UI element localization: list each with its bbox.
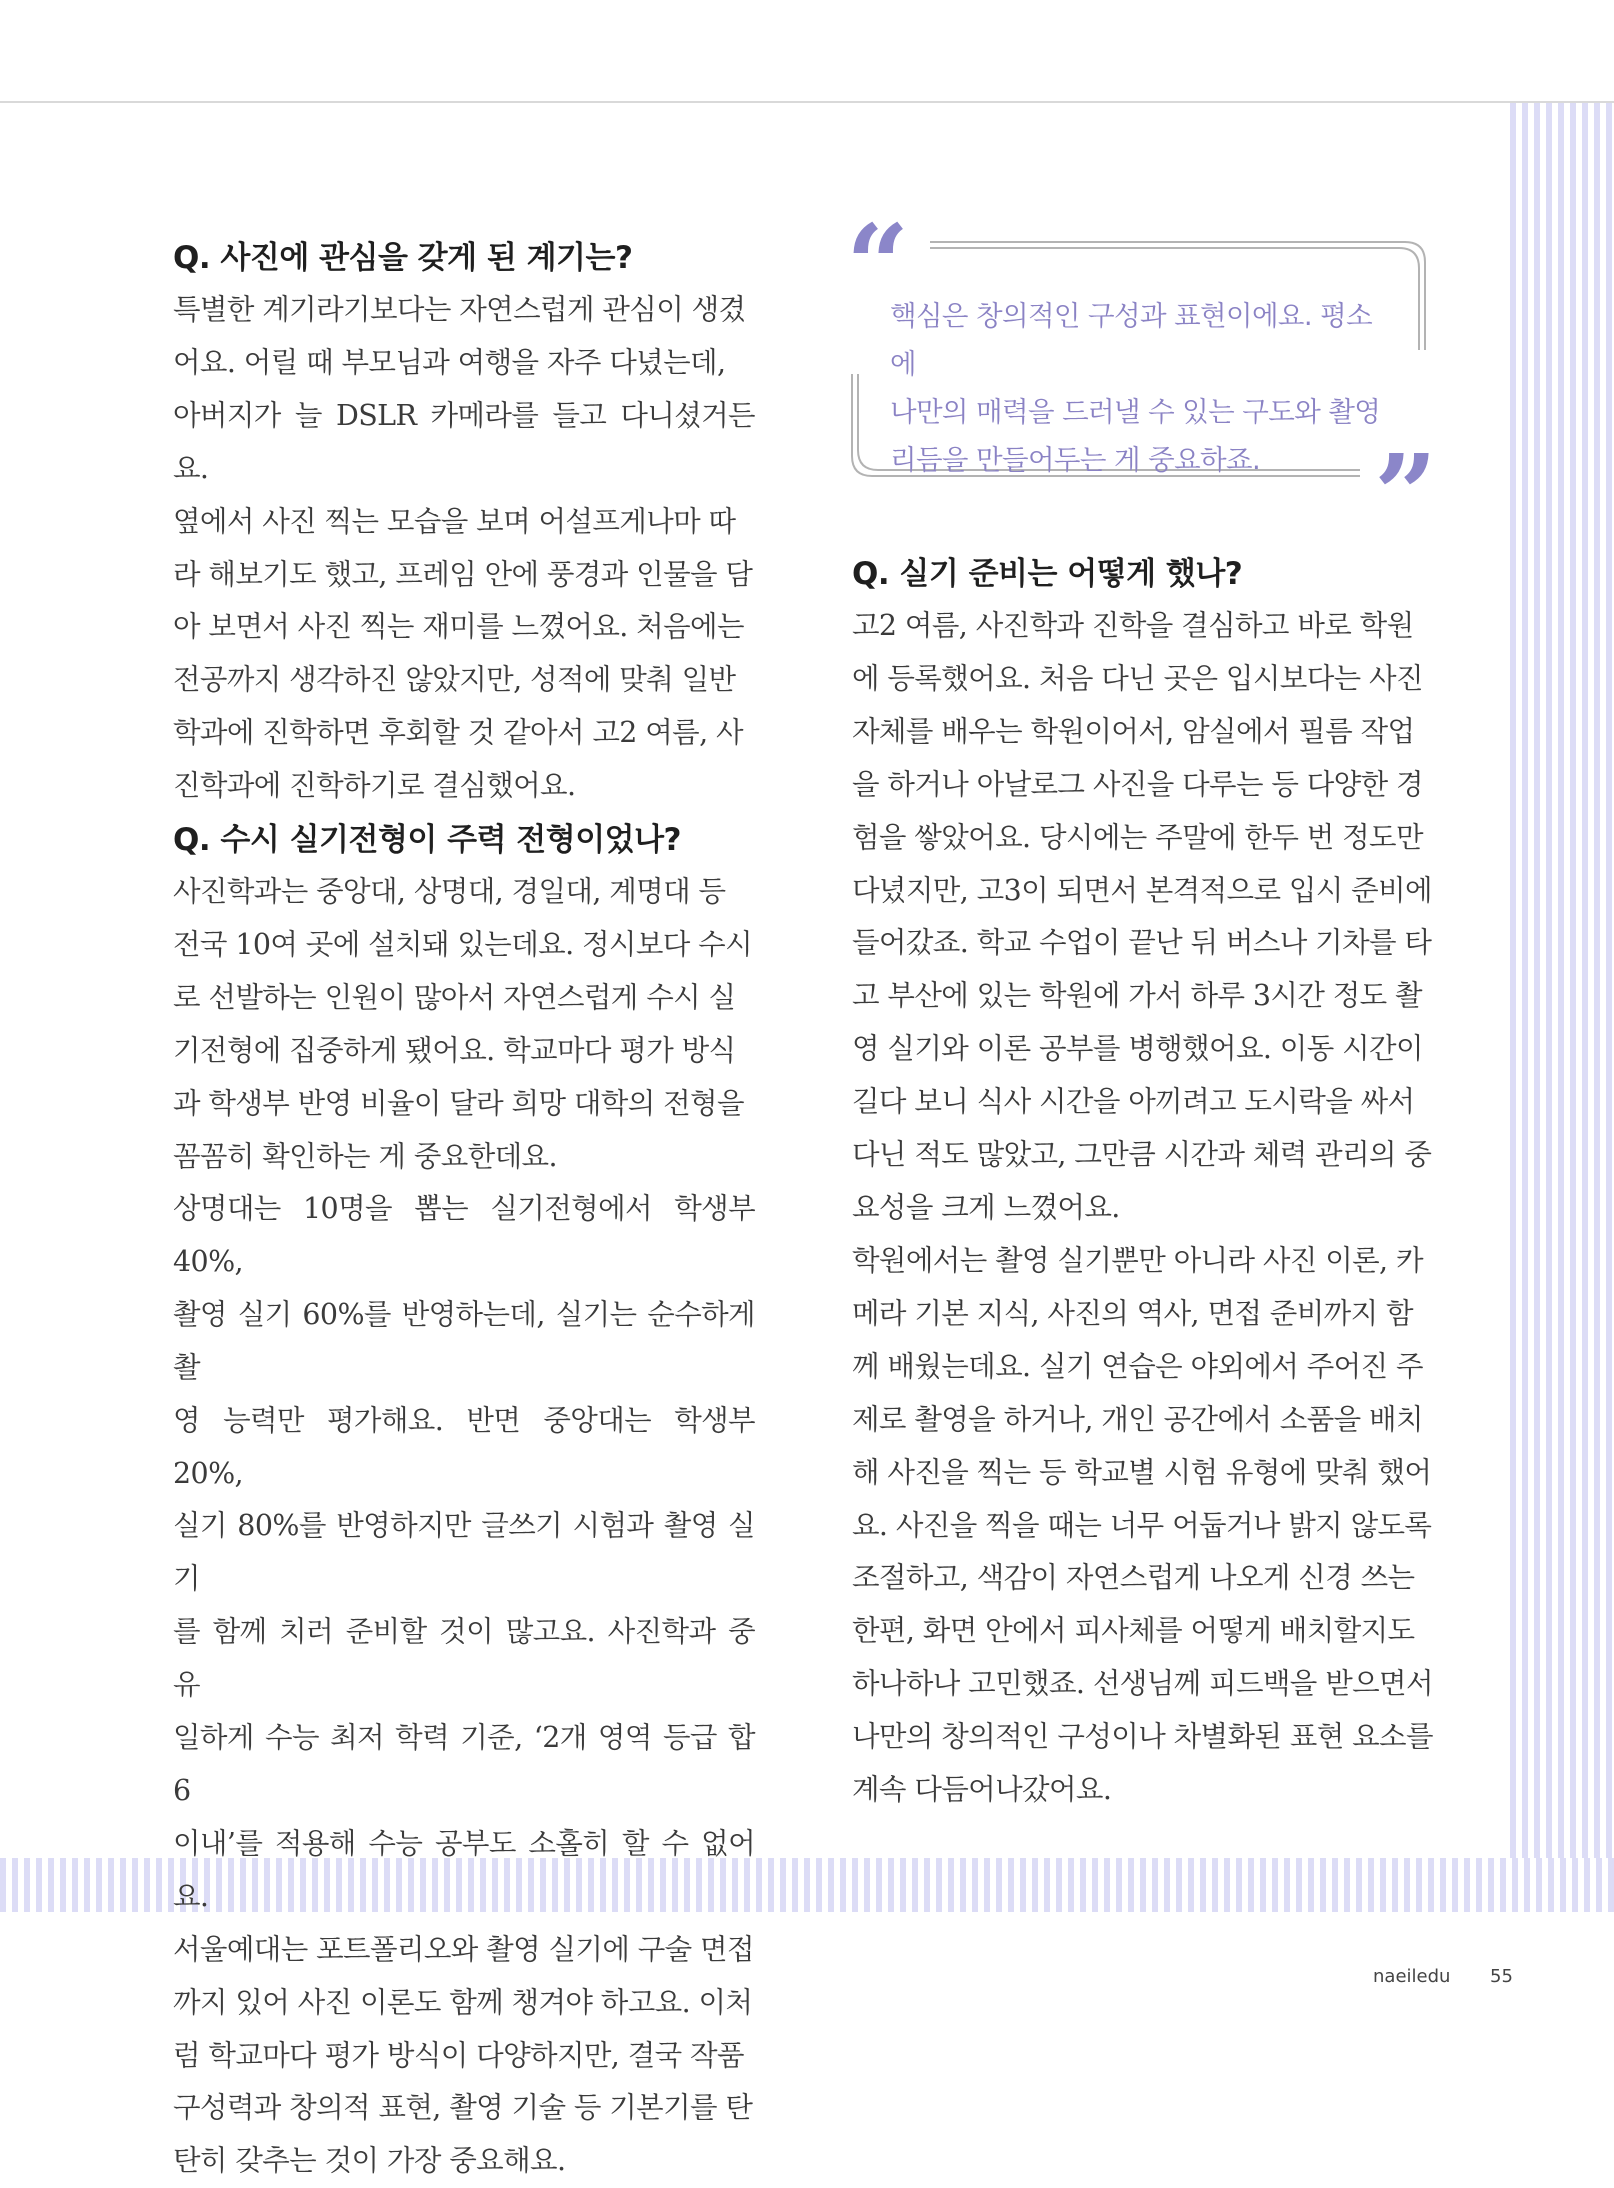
- body-text-line: 다녔지만, 고3이 되면서 본격적으로 입시 준비에: [852, 873, 1432, 907]
- body-text-line: 고2 여름, 사진학과 진학을 결심하고 바로 학원: [852, 609, 1414, 642]
- body-text-line: 한편, 화면 안에서 피사체를 어떻게 배치할지도: [852, 1614, 1415, 1648]
- body-text-line: 요. 사진을 찍을 때는 너무 어둡거나 밝지 않도록: [852, 1508, 1432, 1542]
- answer-admission-part2: [173, 1183, 755, 2188]
- body-text-line: 제로 촬영을 하거나, 개인 공간에서 소품을 배치: [852, 1402, 1423, 1436]
- body-text-line: 사진학과는 중앙대, 상명대, 경일대, 계명대 등: [173, 875, 726, 908]
- body-text-line: 험을 쌓았어요. 당시에는 주말에 한두 번 정도만: [852, 820, 1423, 854]
- body-text-line: 라 해보기도 했고, 프레임 안에 풍경과 인물을 담: [173, 557, 753, 591]
- quote-text-line: 핵심은 창의적인 구성과 표현이에요. 평소에: [890, 300, 1373, 380]
- open-quote-icon: “: [846, 200, 910, 329]
- answer-preparation-part2: [852, 1235, 1434, 1817]
- question-title-interest: Q. 사진에 관심을 갖게 된 계기는?: [173, 240, 633, 276]
- body-text-line: 요성을 크게 느꼈어요.: [852, 1190, 1120, 1224]
- body-text-line: 로 선발하는 인원이 많아서 자연스럽게 수시 실: [173, 980, 736, 1014]
- body-text-line: 길다 보니 식사 시간을 아끼려고 도시락을 싸서: [852, 1085, 1415, 1119]
- body-text-line: 하나하나 고민했죠. 선생님께 피드백을 받으면서: [852, 1667, 1433, 1701]
- pull-quote-text: [890, 292, 1390, 484]
- body-text-line: 들어갔죠. 학교 수업이 끝난 뒤 버스나 기차를 타: [852, 926, 1432, 960]
- body-text-line: 다닌 적도 많았고, 그만큼 시간과 체력 관리의 중: [852, 1138, 1432, 1172]
- body-text-line: 전공까지 생각하진 않았지만, 성적에 맞춰 일반: [173, 663, 736, 697]
- body-text-line: 까지 있어 사진 이론도 함께 챙겨야 하고요. 이처: [173, 1985, 753, 2019]
- body-text-line: 럼 학교마다 평가 방식이 다양하지만, 결국 작품: [173, 2038, 744, 2072]
- answer-admission-part1: [173, 866, 755, 1183]
- body-text-line: 계속 다듬어나갔어요.: [852, 1773, 1112, 1807]
- body-text-line: 영 실기와 이론 공부를 병행했어요. 이동 시간이: [852, 1032, 1423, 1066]
- body-text-line: 해 사진을 찍는 등 학교별 시험 유형에 맞춰 했어: [852, 1455, 1432, 1489]
- body-text-line: 자체를 배우는 학원이어서, 암실에서 필름 작업: [852, 714, 1415, 748]
- body-text-line: 조절하고, 색감이 자연스럽게 나오게 신경 쓰는: [852, 1561, 1415, 1595]
- body-text-line: 아 보면서 사진 찍는 재미를 느꼈어요. 처음에는: [173, 610, 744, 644]
- body-text-line: 진학과에 진학하기로 결심했어요.: [173, 769, 576, 803]
- quote-text-line: 나만의 매력을 드러낼 수 있는 구도와 촬영: [890, 396, 1381, 428]
- body-text-line: 일하게 수능 최저 학력 기준, ‘2개 영역 등급 합 6: [173, 1721, 755, 1807]
- body-text-line: 나만의 창의적인 구성이나 차별화된 표현 요소를: [852, 1720, 1433, 1754]
- body-text-line: 특별한 계기라기보다는 자연스럽게 관심이 생겼: [173, 293, 746, 326]
- body-text-line: 학원에서는 촬영 실기뿐만 아니라 사진 이론, 카: [852, 1244, 1423, 1277]
- body-text-line: 전국 10여 곳에 설치돼 있는데요. 정시보다 수시: [173, 927, 753, 961]
- quote-text-line: 리듬을 만들어두는 게 중요하죠.: [890, 444, 1261, 476]
- body-text-line: 과 학생부 반영 비율이 달라 희망 대학의 전형을: [173, 1086, 744, 1120]
- body-text-line: 메라 기본 지식, 사진의 역사, 면접 준비까지 함: [852, 1296, 1413, 1330]
- body-text-line: 구성력과 창의적 표현, 촬영 기술 등 기본기를 탄: [173, 2091, 753, 2125]
- answer-preparation-part1: [852, 600, 1434, 1235]
- body-text-line: 이내’를 적용해 수능 공부도 소홀히 할 수 없어요.: [173, 1826, 755, 1913]
- decorative-stripes-right: [1510, 102, 1614, 1912]
- body-text-line: 영 능력만 평가해요. 반면 중앙대는 학생부 20%,: [173, 1403, 755, 1490]
- body-text-line: 촬영 실기 60%를 반영하는데, 실기는 순수하게 촬: [173, 1297, 755, 1384]
- question-title-admission: Q. 수시 실기전형이 주력 전형이었나?: [173, 822, 682, 858]
- body-text-line: 학과에 진학하면 후회할 것 같아서 고2 여름, 사: [173, 716, 743, 750]
- body-text-line: 을 하거나 아날로그 사진을 다루는 등 다양한 경: [852, 767, 1423, 801]
- page-number: 55: [1490, 1966, 1513, 1987]
- body-text-line: 옆에서 사진 찍는 모습을 보며 어설프게나마 따: [173, 504, 736, 538]
- body-text-line: 탄히 갖추는 것이 가장 중요해요.: [173, 2144, 566, 2178]
- top-divider: [0, 101, 1614, 103]
- body-text-line: 기전형에 집중하게 됐어요. 학교마다 평가 방식: [173, 1033, 736, 1067]
- body-text-line: 께 배웠는데요. 실기 연습은 야외에서 주어진 주: [852, 1349, 1423, 1383]
- question-title-preparation: Q. 실기 준비는 어떻게 했나?: [852, 556, 1243, 592]
- body-text-line: 상명대는 10명을 뽑는 실기전형에서 학생부 40%,: [173, 1192, 755, 1278]
- body-text-line: 꼼꼼히 확인하는 게 중요한데요.: [173, 1139, 557, 1173]
- body-text-line: 아버지가 늘 DSLR 카메라를 들고 다니셨거든요.: [173, 398, 755, 485]
- body-text-line: 어요. 어릴 때 부모님과 여행을 자주 다녔는데,: [173, 345, 726, 379]
- body-text-line: 에 등록했어요. 처음 다닌 곳은 입시보다는 사진: [852, 661, 1423, 695]
- body-text-line: 서울예대는 포트폴리오와 촬영 실기에 구술 면접: [173, 1932, 754, 1966]
- body-text-line: 고 부산에 있는 학원에 가서 하루 3시간 정도 촬: [852, 979, 1422, 1013]
- body-text-line: 를 함께 치러 준비할 것이 많고요. 사진학과 중 유: [173, 1615, 755, 1702]
- close-quote-icon: ”: [1374, 430, 1438, 559]
- footer-brand: naeiledu: [1373, 1966, 1451, 1987]
- body-text-line: 실기 80%를 반영하지만 글쓰기 시험과 촬영 실기: [173, 1509, 755, 1596]
- answer-interest: [173, 284, 755, 813]
